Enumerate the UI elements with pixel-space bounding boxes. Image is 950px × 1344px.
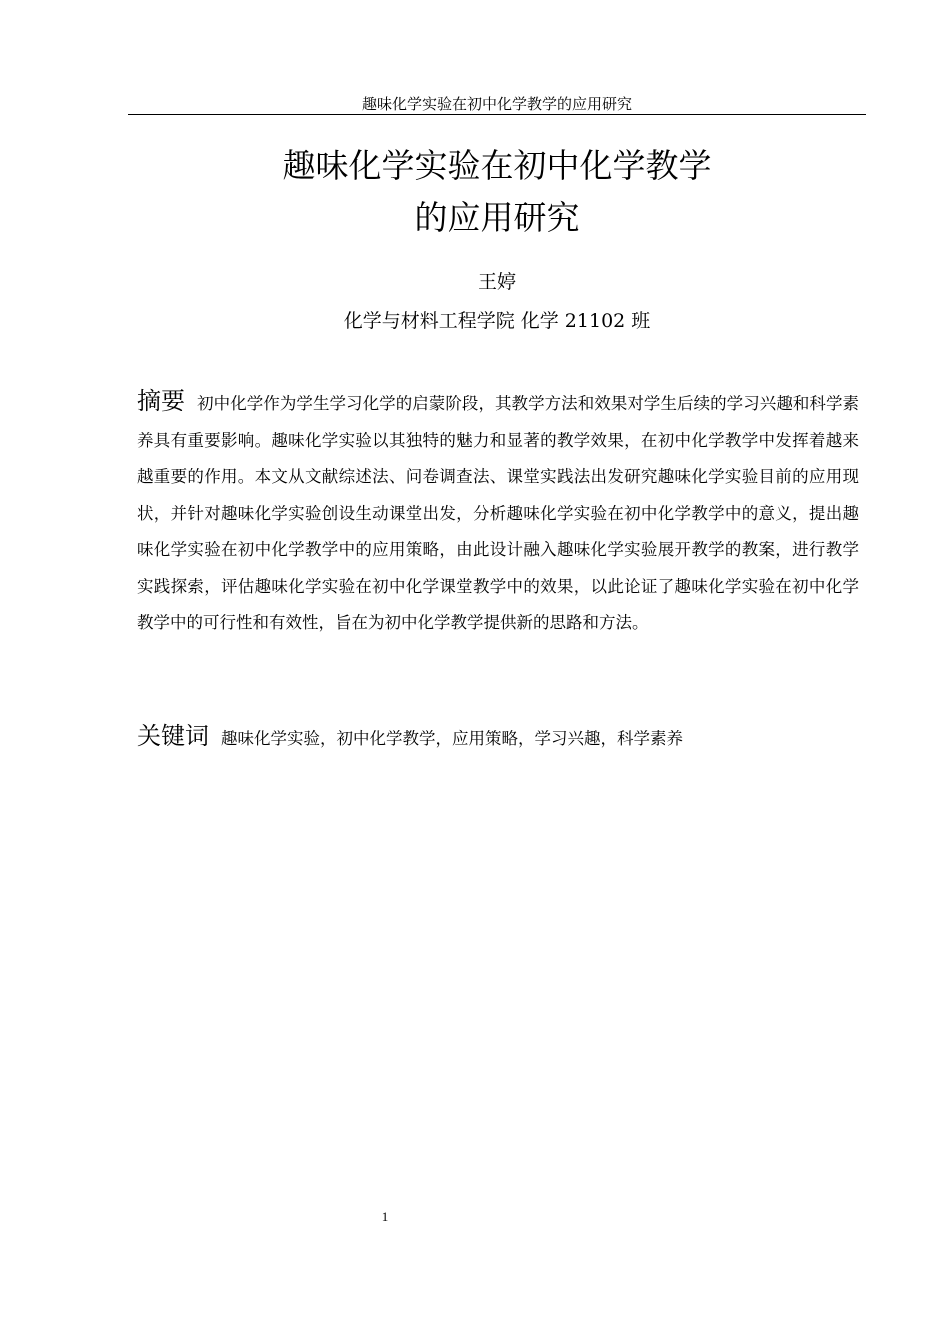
keywords-section (137, 718, 859, 757)
paper-title-line-2: 的应用研究 (414, 198, 580, 237)
page-number: 1 (381, 1209, 389, 1224)
keywords-label: 关键词 (137, 722, 209, 750)
header-divider (128, 114, 866, 115)
abstract-text: 初中化学作为学生学习化学的启蒙阶段，其教学方法和效果对学生后续的学习兴趣和科学素养具有重要影响。趣味化学实验以其独特的魅力和显著的教学效果，在初中化学教学中发挥着越来越重要的作用。本文从文献综述法、问卷调查法、课堂实践法出发研究趣味化学实验目前的应用现状，并针对趣味化学实验创设生动课堂出发，分析趣味化学实验在初中化学教学中的意义，提出趣味化学实验在初中化学教学中的应用策略，由此设计融入趣味化学实验展开教学的教案，进行教学实践探索，评估趣味化学实验在初中化学课堂教学中的效果，以此论证了趣味化学实验在初中化学教学中的可行性和有效性，旨在为初中化学教学提供新的思路和方法。 (137, 394, 860, 632)
keywords-text: 趣味化学实验，初中化学教学，应用策略，学习兴趣，科学素养 (221, 729, 683, 748)
author-affiliation: 化学与材料工程学院 化学 21102 班 (343, 310, 651, 332)
author-name: 王婷 (477, 271, 516, 293)
abstract-section (137, 383, 859, 642)
running-header: 趣味化学实验在初中化学教学的应用研究 (361, 95, 632, 113)
abstract-label: 摘要 (137, 387, 186, 415)
paper-title-line-1: 趣味化学实验在初中化学教学 (282, 146, 712, 185)
